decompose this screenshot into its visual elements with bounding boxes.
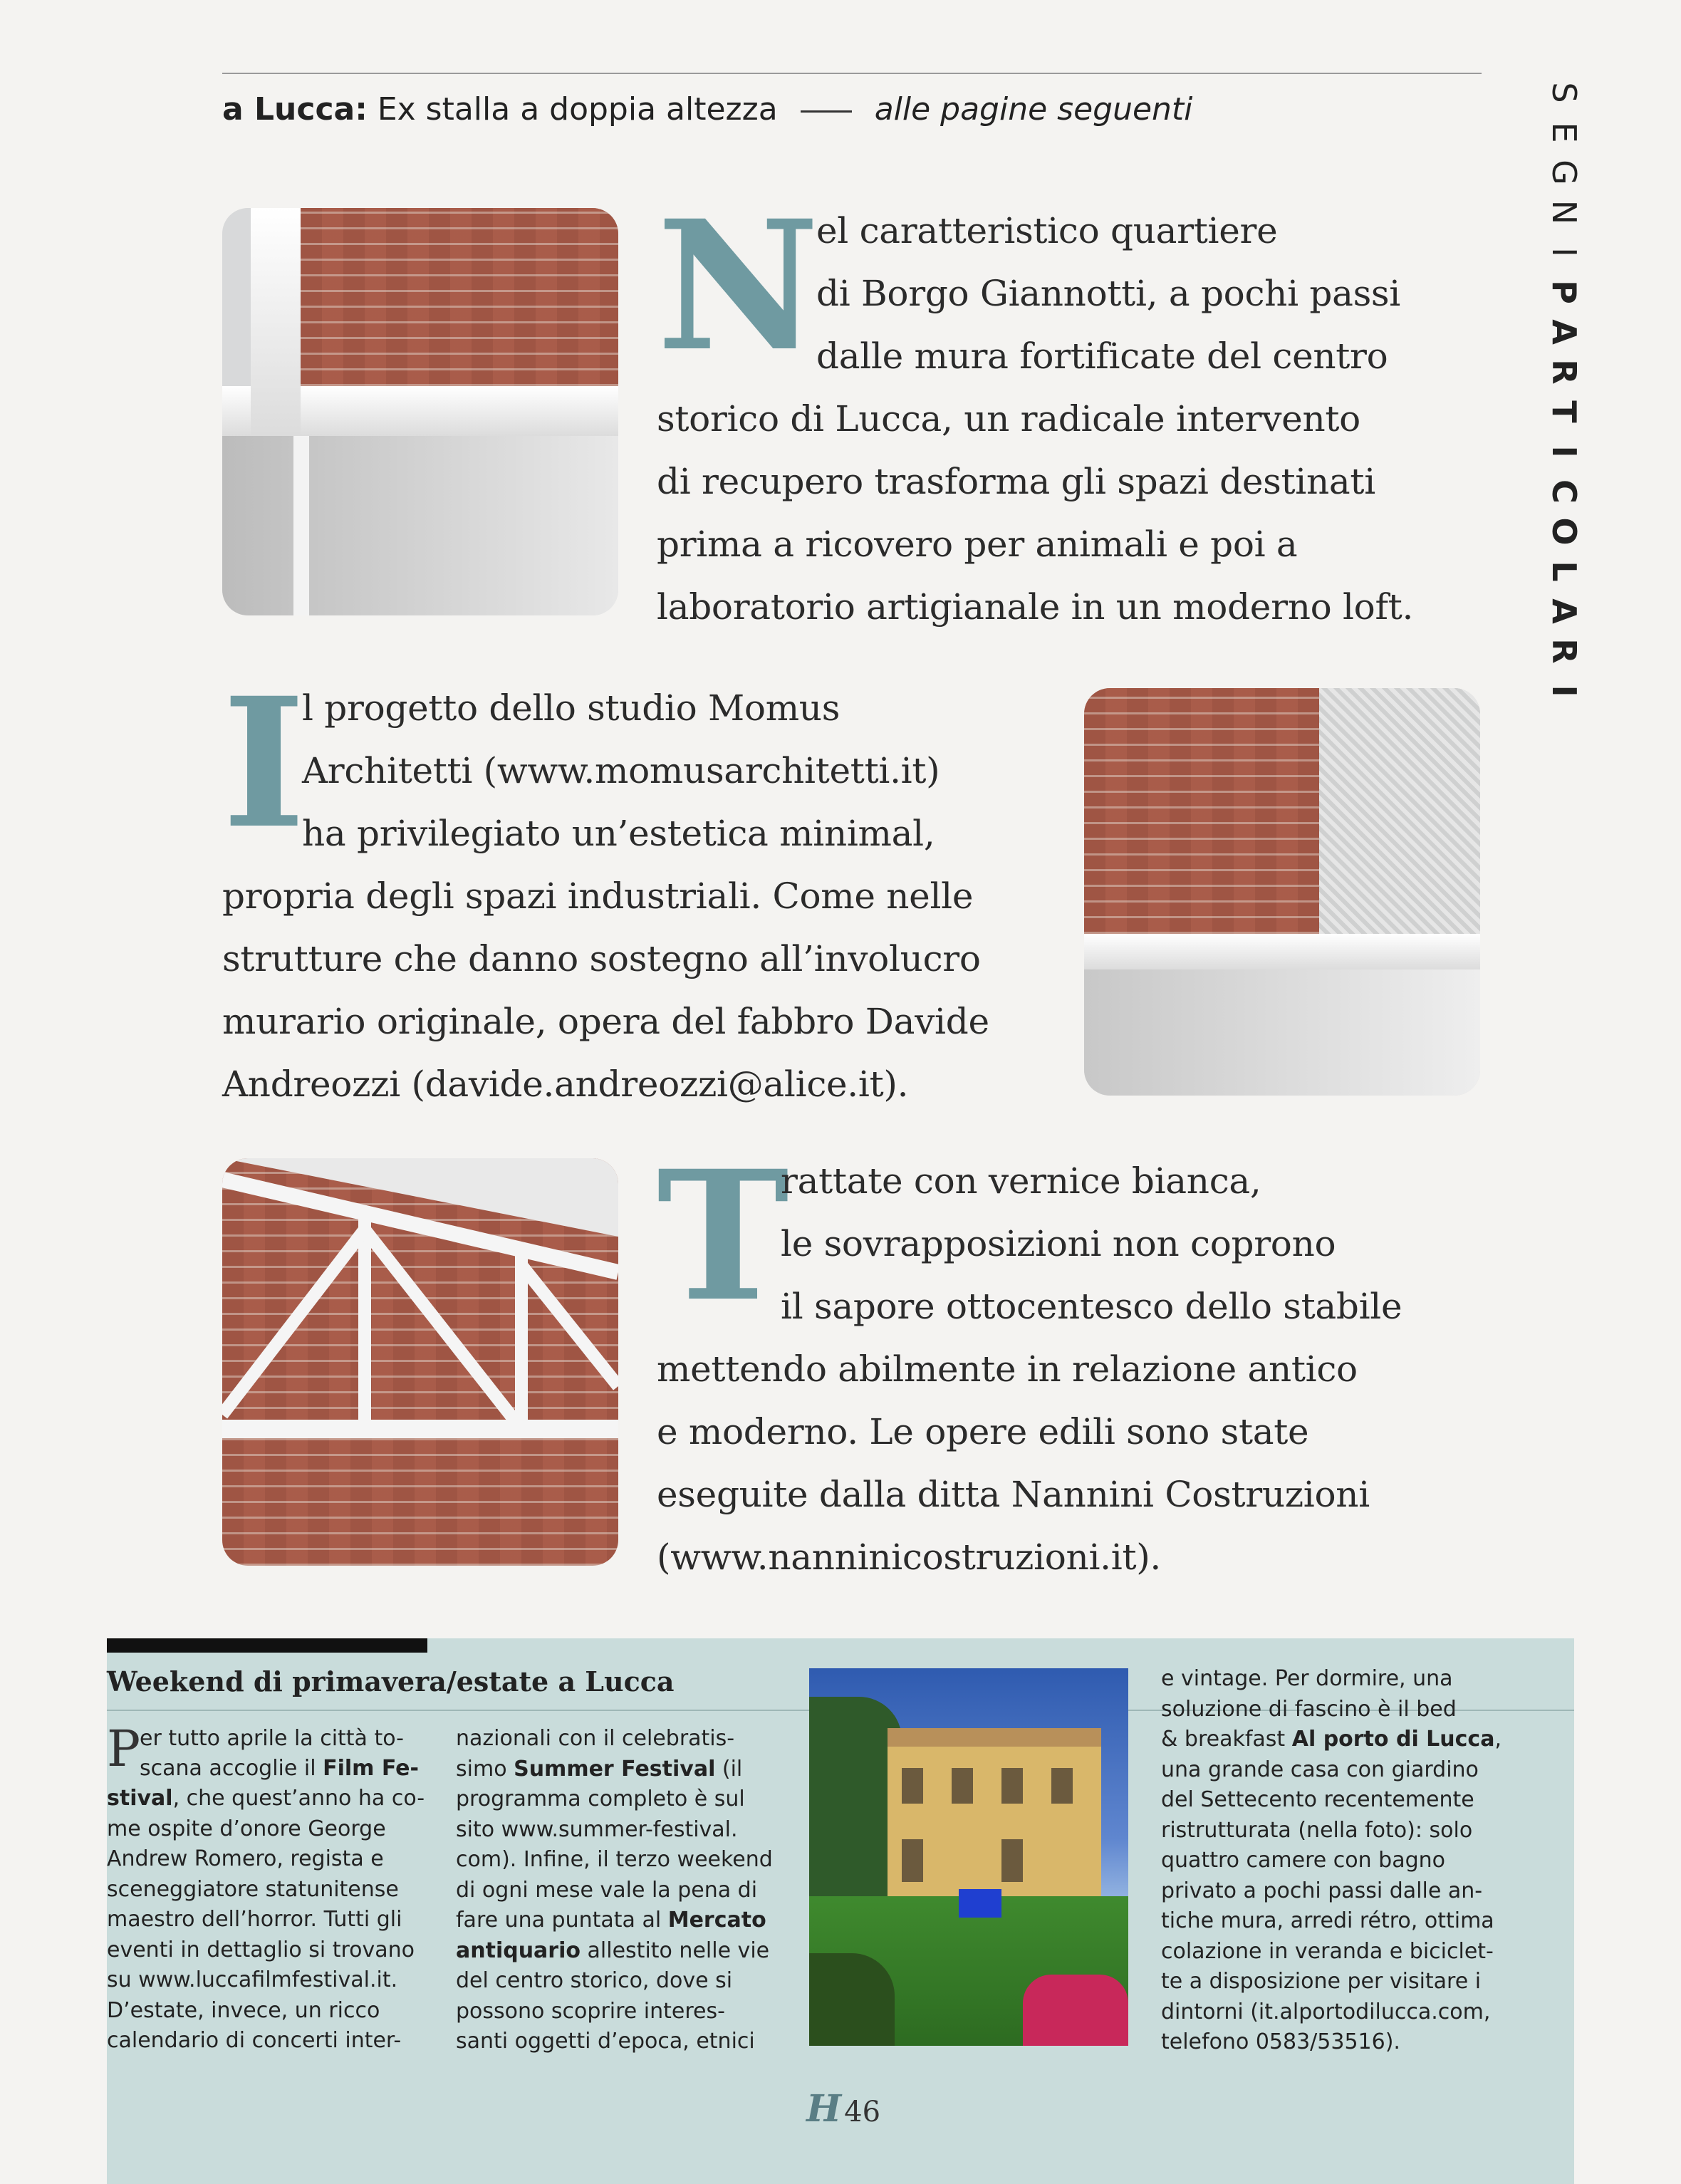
white-beam	[251, 208, 301, 436]
text-line: dintorni (it.alportodilucca.com,	[1161, 1999, 1491, 2024]
text-line: fare una puntata al Mercato	[456, 1908, 766, 1933]
sidebar-letter: N	[1545, 199, 1583, 225]
sidebar-section-label	[1545, 73, 1583, 697]
header-note: alle pagine seguenti	[874, 91, 1193, 128]
text-line: simo Summer Festival (il	[456, 1756, 743, 1782]
text-line: eseguite dalla ditta Nannini Costruzioni	[657, 1474, 1370, 1515]
bold-phrase: Mercato	[667, 1908, 766, 1933]
text-line: dalle mura fortificate del centro	[816, 336, 1388, 377]
info-box-title: Weekend di primavera/estate a Lucca	[107, 1665, 675, 1697]
intro-lines	[657, 388, 1413, 638]
info-col3	[1161, 1664, 1502, 2058]
photo-brick-mesh	[1084, 688, 1480, 1096]
text-line: prima a ricovero per animali e poi a	[657, 524, 1298, 565]
text-line: quattro camere con bagno	[1161, 1848, 1445, 1873]
text-line: Andrew Romero, regista e	[107, 1846, 384, 1871]
sidebar-letter: I	[1545, 445, 1583, 458]
text-line: programma completo è sul	[456, 1787, 745, 1811]
text-line: e moderno. Le opere edili sono state	[657, 1411, 1309, 1452]
text-line: santi oggetti d’epoca, etnici	[456, 2029, 755, 2054]
white-beam	[1084, 934, 1480, 969]
window	[952, 1768, 973, 1804]
info-col1	[107, 1784, 425, 2056]
header-dash	[801, 110, 852, 113]
page-footer	[806, 2087, 880, 2131]
text-line: di ogni mese vale la pena di	[456, 1877, 758, 1903]
text-line: di Borgo Giannotti, a pochi passi	[816, 273, 1400, 314]
sidebar-letter: I	[1545, 247, 1583, 257]
info-box-bar	[107, 1638, 427, 1653]
text-line: sceneggiatore statunitense	[107, 1876, 399, 1902]
text-line: murario originale, opera del fabbro Davide	[222, 1001, 989, 1042]
text-line: di recupero trasforma gli spazi destinati	[657, 461, 1375, 502]
text-line: del centro storico, dove si	[456, 1968, 733, 1993]
text-line: mettendo abilmente in relazione antico	[657, 1348, 1358, 1390]
info-dropcap-p: P	[107, 1720, 141, 1778]
dropcap-t: T	[657, 1131, 790, 1341]
flower-bed	[1023, 1975, 1128, 2046]
text-line: del Settecento recentemente	[1161, 1787, 1474, 1812]
window	[902, 1768, 923, 1804]
sidebar-letter: O	[1545, 517, 1583, 546]
text-line: l progetto dello studio Momus	[302, 687, 840, 729]
top-rule	[222, 73, 1482, 74]
text-line: strutture che danno sostegno all’involucro	[222, 938, 981, 979]
text-line: calendario di concerti inter-	[107, 2028, 402, 2053]
text-line: (www.nanninicostruzioni.it).	[657, 1536, 1162, 1578]
info-col1-indented2	[140, 1754, 419, 1784]
text-line: le sovrapposizioni non coprono	[781, 1223, 1336, 1264]
white-wall	[222, 436, 618, 615]
text-line: el caratteristico quartiere	[816, 210, 1278, 251]
truss-drawing	[222, 1158, 618, 1566]
text-line: eventi in dettaglio si trovano	[107, 1937, 415, 1962]
dropcap-n: N	[657, 181, 820, 390]
window	[902, 1839, 923, 1882]
text-line: scana accoglie il Film Fe-	[140, 1756, 419, 1781]
text-line: sito www.summer-festival.	[456, 1816, 738, 1842]
text-line: laboratorio artigianale in un moderno loft.	[657, 586, 1414, 628]
window	[1001, 1839, 1023, 1882]
text-line: nazionali con il celebratis-	[456, 1726, 735, 1751]
white-column	[293, 436, 309, 615]
text-line: storico di Lucca, un radicale intervento	[657, 398, 1360, 440]
brick-wall	[1084, 688, 1319, 934]
blue-chair	[959, 1889, 1001, 1918]
text-line: soluzione di fascino è il bed	[1161, 1696, 1457, 1722]
villa-roof	[888, 1728, 1101, 1747]
bold-phrase: Film Fe-	[323, 1756, 419, 1781]
sidebar-letter: L	[1545, 561, 1583, 582]
text-line: telefono 0583/53516).	[1161, 2029, 1400, 2054]
villa-facade	[888, 1747, 1101, 1910]
text-line: stival, che quest’anno ha co-	[107, 1786, 425, 1811]
window	[1051, 1768, 1073, 1804]
treatment-lines-indented	[781, 1150, 1402, 1338]
text-line: una grande casa con giardino	[1161, 1757, 1479, 1782]
text-line: te a disposizione per visitare i	[1161, 1969, 1482, 1994]
text-line: possono scoprire interes-	[456, 1998, 725, 2024]
text-line: ha privilegiato un’estetica minimal,	[302, 813, 935, 854]
intro-lines-indented	[816, 199, 1400, 388]
text-line: com). Infine, il terzo weekend	[456, 1847, 773, 1872]
sidebar-letter: R	[1545, 359, 1583, 385]
sidebar-letter: I	[1545, 685, 1583, 697]
text-line: tiche mura, arredi rétro, ottima	[1161, 1908, 1494, 1933]
bold-phrase: antiquario	[456, 1938, 581, 1963]
sidebar-letter: C	[1545, 479, 1583, 504]
treatment-lines	[657, 1338, 1370, 1588]
photo-white-truss	[222, 1158, 618, 1566]
project-lines-indented	[302, 677, 940, 865]
text-line: propria degli spazi industriali. Come nelle	[222, 875, 974, 917]
metal-mesh	[1319, 688, 1480, 934]
text-line: antiquario allestito nelle vie	[456, 1938, 770, 1963]
dropcap-i: I	[222, 658, 306, 868]
text-line: privato a pochi passi dalle an-	[1161, 1878, 1483, 1903]
text-line: e vintage. Per dormire, una	[1161, 1666, 1453, 1691]
text-line: su www.luccafilmfestival.it.	[107, 1967, 398, 1992]
bush	[809, 1953, 895, 2046]
sidebar-letter: A	[1545, 319, 1583, 345]
text-line: me ospite d’onore George	[107, 1816, 386, 1841]
text-line: ristrutturata (nella foto): solo	[1161, 1817, 1473, 1843]
bold-phrase: stival	[107, 1786, 173, 1811]
page-number: 46	[844, 2096, 881, 2128]
text-line: Andreozzi (davide.andreozzi@alice.it).	[222, 1064, 909, 1105]
bold-phrase: Summer Festival	[514, 1756, 716, 1782]
text-line: colazione in veranda e biciclet-	[1161, 1938, 1494, 1964]
text-line: & breakfast Al porto di Lucca,	[1161, 1727, 1502, 1752]
window	[1001, 1768, 1023, 1804]
photo-ceiling-beams	[222, 208, 618, 615]
text-line: rattate con vernice bianca,	[781, 1160, 1261, 1202]
sidebar-letter: G	[1545, 160, 1583, 185]
section-header	[222, 91, 1192, 128]
bold-phrase: Al porto di Lucca	[1291, 1727, 1495, 1752]
sidebar-letter: P	[1545, 280, 1583, 304]
sidebar-letter: R	[1545, 638, 1583, 664]
sidebar-letter: E	[1545, 122, 1583, 143]
brick-ceiling	[301, 208, 618, 386]
white-wall	[1084, 969, 1480, 1096]
sidebar-letter: A	[1545, 598, 1583, 624]
text-line: D’estate, invece, un ricco	[107, 1997, 380, 2023]
info-col1-indented	[140, 1724, 404, 1754]
header-subtitle: Ex stalla a doppia altezza	[377, 91, 778, 128]
sidebar-letter: S	[1545, 82, 1583, 103]
text-line: er tutto aprile la città to-	[140, 1726, 404, 1751]
text-line: il sapore ottocentesco dello stabile	[781, 1286, 1402, 1327]
header-place: a Lucca:	[222, 91, 368, 128]
info-col2	[456, 1724, 773, 2057]
sidebar-letter: T	[1545, 400, 1583, 423]
text-line: Architetti (www.momusarchitetti.it)	[302, 750, 940, 791]
magazine-logo: H	[806, 2087, 842, 2131]
project-lines	[222, 865, 989, 1116]
photo-bed-and-breakfast	[809, 1668, 1128, 2046]
text-line: maestro dell’horror. Tutti gli	[107, 1907, 402, 1932]
